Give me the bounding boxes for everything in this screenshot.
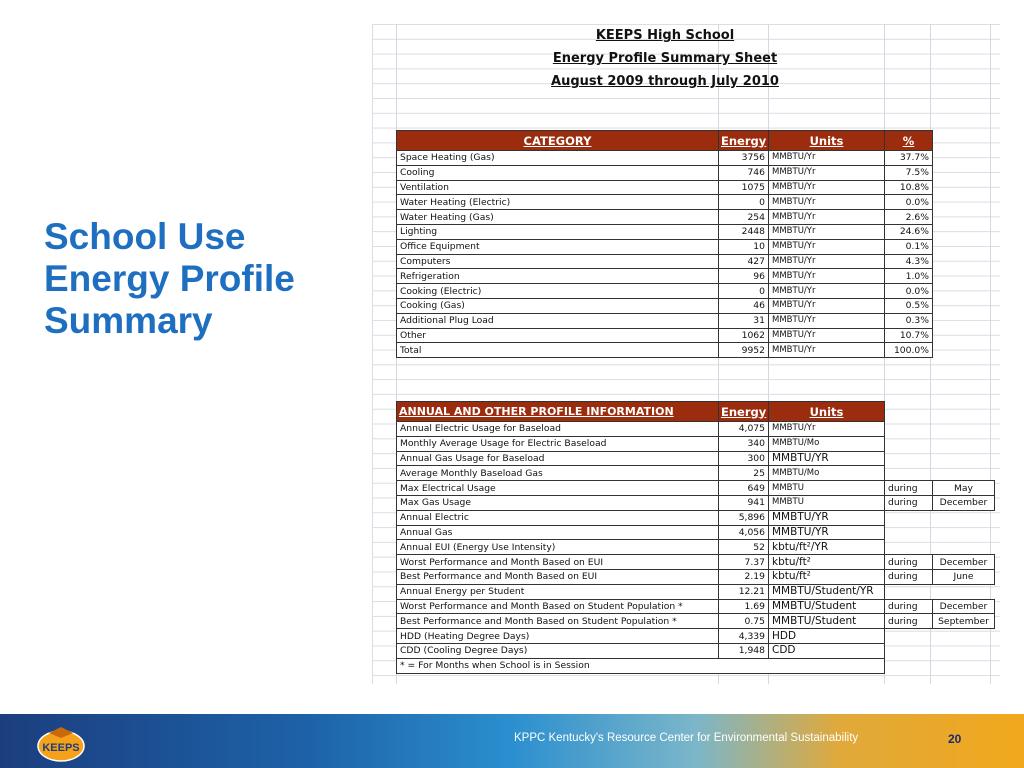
category-energy: 0 xyxy=(719,195,769,210)
header-annual-units: Units xyxy=(769,402,885,422)
category-percent: 24.6% xyxy=(885,224,933,239)
annual-energy: 5,896 xyxy=(719,510,769,525)
footer-bar xyxy=(0,714,1024,768)
annual-month: December xyxy=(933,555,995,570)
annual-energy: 1,948 xyxy=(719,643,769,658)
annual-units: MMBTU/YR xyxy=(769,451,885,466)
slide-title-line-2: Energy Profile xyxy=(44,258,295,299)
annual-label: Best Performance and Month Based on EUI xyxy=(397,569,719,584)
annual-label: Annual Gas xyxy=(397,525,719,540)
annual-energy: 7.37 xyxy=(719,555,769,570)
annual-energy: 0.75 xyxy=(719,614,769,629)
annual-row xyxy=(397,569,995,584)
category-row xyxy=(397,165,933,180)
category-energy: 1075 xyxy=(719,180,769,195)
slide-title-line-3: Summary xyxy=(44,300,213,341)
category-percent: 10.7% xyxy=(885,328,933,343)
annual-label: Best Performance and Month Based on Student Population * xyxy=(397,614,719,629)
category-percent: 0.5% xyxy=(885,298,933,313)
header-annual-info: ANNUAL AND OTHER PROFILE INFORMATION xyxy=(397,402,719,422)
annual-row xyxy=(397,451,995,466)
category-name: Other xyxy=(397,328,719,343)
category-energy: 254 xyxy=(719,210,769,225)
annual-units: MMBTU/Student/YR xyxy=(769,584,885,599)
annual-label: Worst Performance and Month Based on Student Population * xyxy=(397,599,719,614)
keeps-logo xyxy=(36,724,86,762)
category-row xyxy=(397,195,933,210)
spreadsheet-image xyxy=(372,24,1000,684)
annual-units: MMBTU/YR xyxy=(769,510,885,525)
category-units: MMBTU/Yr xyxy=(769,239,885,254)
category-name: Office Equipment xyxy=(397,239,719,254)
footer-text: KPPC Kentucky's Resource Center for Environmental Sustainability xyxy=(514,732,859,744)
category-percent: 1.0% xyxy=(885,269,933,284)
category-units: MMBTU/Yr xyxy=(769,195,885,210)
annual-units: HDD xyxy=(769,629,885,644)
annual-label: Annual Electric xyxy=(397,510,719,525)
annual-during: during xyxy=(885,569,933,584)
annual-units: MMBTU/Yr xyxy=(769,422,885,437)
category-units: MMBTU/Yr xyxy=(769,328,885,343)
annual-during: during xyxy=(885,555,933,570)
annual-row xyxy=(397,495,995,510)
annual-label: Worst Performance and Month Based on EUI xyxy=(397,555,719,570)
annual-row xyxy=(397,599,995,614)
category-percent: 37.7% xyxy=(885,151,933,166)
annual-row xyxy=(397,555,995,570)
category-row xyxy=(397,343,933,358)
category-row xyxy=(397,210,933,225)
category-energy: 746 xyxy=(719,165,769,180)
annual-during: during xyxy=(885,495,933,510)
category-energy: 96 xyxy=(719,269,769,284)
category-energy: 10 xyxy=(719,239,769,254)
header-category: CATEGORY xyxy=(397,131,719,151)
category-units: MMBTU/Yr xyxy=(769,254,885,269)
category-units: MMBTU/Yr xyxy=(769,343,885,358)
annual-month: September xyxy=(933,614,995,629)
annual-row xyxy=(397,436,995,451)
page-number: 20 xyxy=(948,732,962,746)
annual-row xyxy=(397,422,995,437)
annual-label: Annual EUI (Energy Use Intensity) xyxy=(397,540,719,555)
slide-title-line-1: School Use xyxy=(44,216,246,257)
category-row xyxy=(397,151,933,166)
category-name: Refrigeration xyxy=(397,269,719,284)
annual-during: during xyxy=(885,481,933,496)
category-name: Water Heating (Electric) xyxy=(397,195,719,210)
category-percent: 7.5% xyxy=(885,165,933,180)
annual-footnote: * = For Months when School is in Session xyxy=(397,658,885,673)
annual-energy: 2.19 xyxy=(719,569,769,584)
category-energy: 9952 xyxy=(719,343,769,358)
category-energy: 2448 xyxy=(719,224,769,239)
annual-row xyxy=(397,643,995,658)
annual-units: kbtu/ft²/YR xyxy=(769,540,885,555)
annual-energy: 12.21 xyxy=(719,584,769,599)
header-percent: % xyxy=(885,131,933,151)
category-units: MMBTU/Yr xyxy=(769,165,885,180)
annual-units: MMBTU xyxy=(769,481,885,496)
annual-month: June xyxy=(933,569,995,584)
category-energy: 3756 xyxy=(719,151,769,166)
category-percent: 2.6% xyxy=(885,210,933,225)
category-units: MMBTU/Yr xyxy=(769,298,885,313)
category-row xyxy=(397,269,933,284)
annual-during: during xyxy=(885,614,933,629)
category-row xyxy=(397,180,933,195)
category-name: Total xyxy=(397,343,719,358)
annual-units: MMBTU/Student xyxy=(769,599,885,614)
annual-energy: 941 xyxy=(719,495,769,510)
annual-energy: 300 xyxy=(719,451,769,466)
annual-energy: 4,056 xyxy=(719,525,769,540)
category-row xyxy=(397,254,933,269)
category-row xyxy=(397,284,933,299)
annual-label: Annual Gas Usage for Baseload xyxy=(397,451,719,466)
annual-units: MMBTU/Mo xyxy=(769,436,885,451)
category-name: Cooking (Electric) xyxy=(397,284,719,299)
annual-units: CDD xyxy=(769,643,885,658)
annual-energy: 649 xyxy=(719,481,769,496)
annual-label: Annual Energy per Student xyxy=(397,584,719,599)
category-percent: 0.3% xyxy=(885,313,933,328)
annual-units: MMBTU/YR xyxy=(769,525,885,540)
annual-label: Monthly Average Usage for Electric Baseload xyxy=(397,436,719,451)
annual-label: Average Monthly Baseload Gas xyxy=(397,466,719,481)
annual-month: December xyxy=(933,495,995,510)
header-units: Units xyxy=(769,131,885,151)
annual-row xyxy=(397,614,995,629)
annual-month: May xyxy=(933,481,995,496)
category-energy: 0 xyxy=(719,284,769,299)
category-percent: 0.0% xyxy=(885,195,933,210)
annual-row xyxy=(397,525,995,540)
annual-profile-table xyxy=(396,401,995,674)
svg-text:KEEPS: KEEPS xyxy=(42,742,80,754)
annual-units: kbtu/ft² xyxy=(769,555,885,570)
category-units: MMBTU/Yr xyxy=(769,269,885,284)
sheet-heading-school: KEEPS High School xyxy=(595,28,735,43)
annual-label: Max Gas Usage xyxy=(397,495,719,510)
annual-table-header xyxy=(397,402,995,422)
annual-row xyxy=(397,540,995,555)
category-name: Additional Plug Load xyxy=(397,313,719,328)
category-percent: 4.3% xyxy=(885,254,933,269)
annual-units: MMBTU xyxy=(769,495,885,510)
annual-energy: 25 xyxy=(719,466,769,481)
category-units: MMBTU/Yr xyxy=(769,151,885,166)
category-name: Cooking (Gas) xyxy=(397,298,719,313)
annual-during: during xyxy=(885,599,933,614)
annual-month: December xyxy=(933,599,995,614)
category-table-header xyxy=(397,131,933,151)
annual-energy: 1.69 xyxy=(719,599,769,614)
category-units: MMBTU/Yr xyxy=(769,210,885,225)
annual-row xyxy=(397,481,995,496)
sheet-heading-period: August 2009 through July 2010 xyxy=(551,74,779,89)
category-name: Space Heating (Gas) xyxy=(397,151,719,166)
category-row xyxy=(397,298,933,313)
category-units: MMBTU/Yr xyxy=(769,284,885,299)
annual-units: MMBTU/Mo xyxy=(769,466,885,481)
category-percent: 0.1% xyxy=(885,239,933,254)
category-energy: 427 xyxy=(719,254,769,269)
category-units: MMBTU/Yr xyxy=(769,224,885,239)
sheet-heading-title: Energy Profile Summary Sheet xyxy=(552,51,778,66)
annual-footnote-row xyxy=(397,658,995,673)
header-annual-energy: Energy xyxy=(719,402,769,422)
annual-energy: 52 xyxy=(719,540,769,555)
annual-row xyxy=(397,510,995,525)
annual-energy: 340 xyxy=(719,436,769,451)
category-name: Ventilation xyxy=(397,180,719,195)
category-units: MMBTU/Yr xyxy=(769,180,885,195)
annual-label: Annual Electric Usage for Baseload xyxy=(397,422,719,437)
annual-label: HDD (Heating Degree Days) xyxy=(397,629,719,644)
annual-energy: 4,339 xyxy=(719,629,769,644)
category-name: Cooling xyxy=(397,165,719,180)
annual-label: CDD (Cooling Degree Days) xyxy=(397,643,719,658)
annual-row xyxy=(397,629,995,644)
category-percent: 100.0% xyxy=(885,343,933,358)
category-table xyxy=(396,130,933,358)
category-name: Lighting xyxy=(397,224,719,239)
category-name: Water Heating (Gas) xyxy=(397,210,719,225)
category-name: Computers xyxy=(397,254,719,269)
annual-energy: 4,075 xyxy=(719,422,769,437)
category-energy: 1062 xyxy=(719,328,769,343)
category-energy: 31 xyxy=(719,313,769,328)
header-energy: Energy xyxy=(719,131,769,151)
category-percent: 0.0% xyxy=(885,284,933,299)
annual-row xyxy=(397,584,995,599)
annual-units: MMBTU/Student xyxy=(769,614,885,629)
category-units: MMBTU/Yr xyxy=(769,313,885,328)
category-row xyxy=(397,328,933,343)
category-percent: 10.8% xyxy=(885,180,933,195)
category-row xyxy=(397,313,933,328)
slide-title xyxy=(44,216,364,342)
annual-units: kbtu/ft² xyxy=(769,569,885,584)
category-energy: 46 xyxy=(719,298,769,313)
category-row xyxy=(397,239,933,254)
annual-label: Max Electrical Usage xyxy=(397,481,719,496)
annual-row xyxy=(397,466,995,481)
category-row xyxy=(397,224,933,239)
